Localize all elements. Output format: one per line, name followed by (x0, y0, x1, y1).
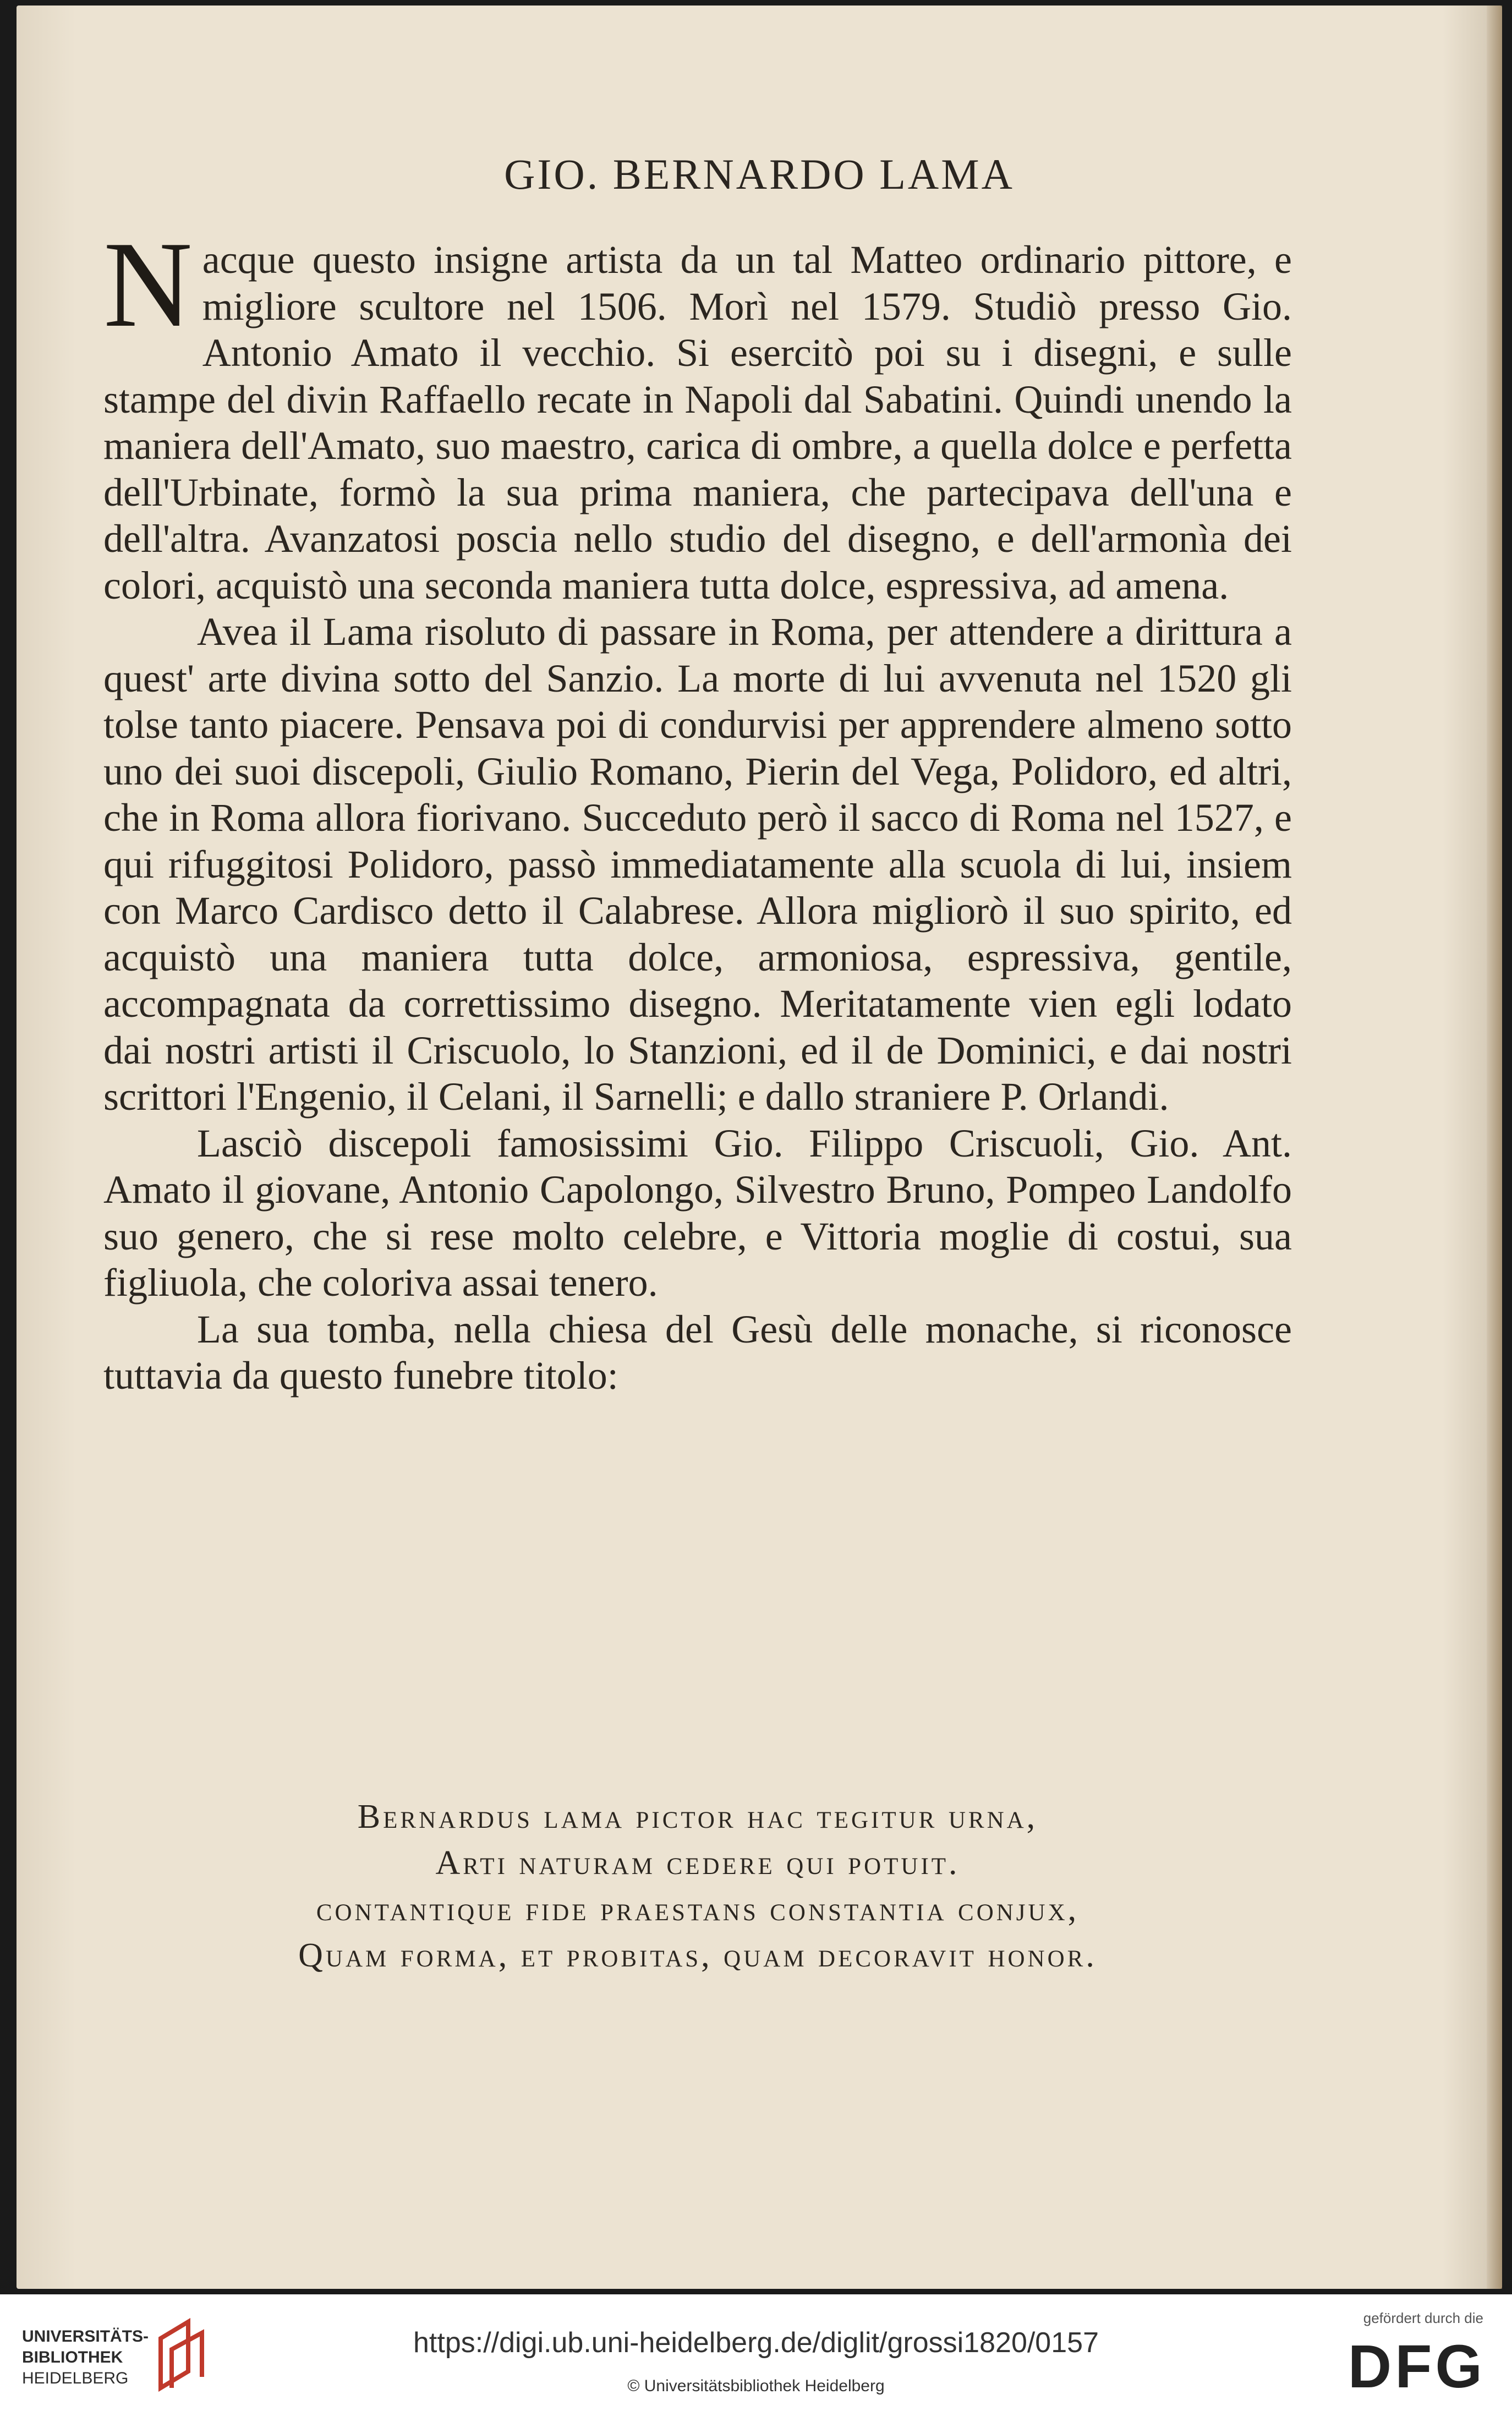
library-name-line-1: UNIVERSITÄTS- (22, 2327, 149, 2346)
library-name-line-3: HEIDELBERG (22, 2369, 129, 2387)
dfg-logo: DFG (1347, 2333, 1486, 2401)
viewer-footer (0, 2294, 1512, 2411)
body-text (103, 216, 1292, 1399)
library-name-line-2: BIBLIOTHEK (22, 2348, 123, 2366)
epitaph-line-1: Bernardus lama pictor hac tegitur urna, (357, 1798, 1038, 1835)
copyright-notice: © Universitätsbibliothek Heidelberg (627, 2377, 885, 2395)
paragraph-3: Lasciò discepoli famosissimi Gio. Filippo Criscuoli, Gio. Ant. Amato il giovane, Antonio Capolongo, Silvestro Bruno, Pompeo Landolfo suo genero, che si rese molto celebre, e Vittoria moglie di costui, sua figliuola, che coloriva assai tenero. (103, 1121, 1292, 1305)
page-title: GIO. BERNARDO LAMA (504, 150, 1015, 198)
page-edge (1487, 6, 1502, 2289)
paragraph-1-text: acque questo insigne artista da un tal Matteo ordinario pittore, e migliore scultore nel 1506. Morì nel 1579. Studiò presso Gio. Antonio Amato il vecchio. Si esercitò poi su i disegni, e sulle stampe del divin Raffaello recate in Napoli dal Sabatini. Quindi unendo la maniera dell'Amato, suo maestro, carica di ombre, a quella dolce e perfetta dell'Urbinate, formò la sua prima maniera, che partecipava dell'una e dell'altra. Avanzatosi poscia nello studio del disegno, e dell'armonìa dei colori, acquistò una seconda maniera tutta dolce, espressiva, ad amena. (103, 238, 1292, 607)
permalink-url[interactable]: https://digi.ub.uni-heidelberg.de/diglit/grossi1820/0157 (413, 2327, 1099, 2359)
drop-cap: N (103, 216, 193, 353)
book-page (17, 6, 1502, 2289)
funding-note: gefördert durch die (1363, 2310, 1483, 2326)
epitaph (103, 1794, 1292, 1979)
paragraph-1 (103, 216, 1292, 609)
paragraph-2: Avea il Lama risoluto di passare in Roma, per attendere a dirittura a quest' arte divina sotto del Sanzio. La morte di lui avvenuta nel 1520 gli tolse tanto piacere. Pensava poi di condurvisi per apprendere almeno sotto uno dei suoi discepoli, Giulio Romano, Pierin del Vega, Polidoro, ed altri, che in Roma allora fiorivano. Succeduto però il sacco di Roma nel 1527, e qui rifuggitosi Polidoro, passò immediatamente alla scuola di lui, insiem con Marco Cardisco detto il Calabrese. Allora migliorò il suo spirito, ed acquistò una maniera tutta dolce, armoniosa, espressiva, gentile, accompagnata da correttissimo disegno. Meritatamente vien egli lodato dai nostri artisti il Criscuolo, lo Stanzioni, ed il de Dominici, e dai nostri scrittori l'Engenio, il Celani, il Sarnelli; e dallo straniere P. Orlandi. (103, 610, 1292, 1119)
epitaph-line-3: contantique fide praestans constantia conjux, (316, 1891, 1080, 1928)
epitaph-line-2: Arti naturam cedere qui potuit. (435, 1844, 960, 1882)
paragraph-4: La sua tomba, nella chiesa del Gesù delle monache, si riconosce tuttavia da questo funebre titolo: (103, 1307, 1292, 1398)
epitaph-line-4: Quam forma, et probitas, quam decoravit honor. (298, 1937, 1097, 1974)
